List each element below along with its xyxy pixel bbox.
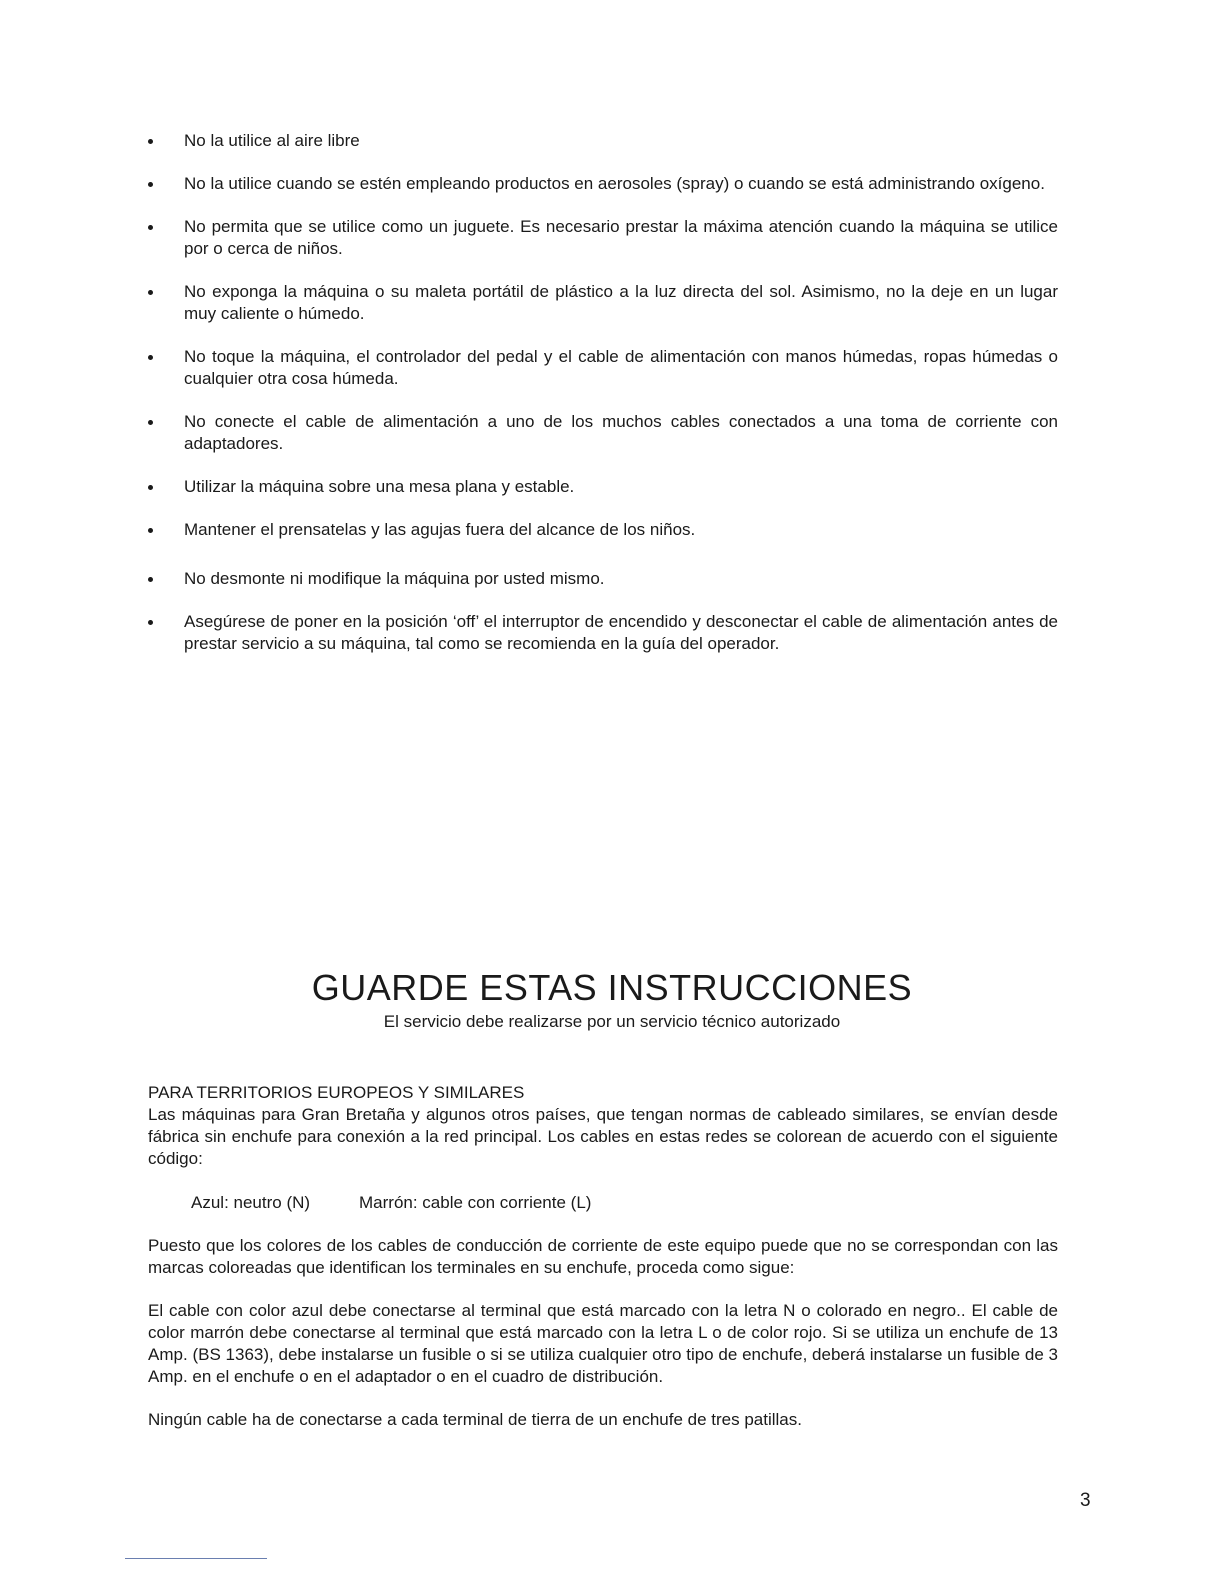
bullet-icon — [148, 182, 153, 187]
bullet-icon — [148, 620, 153, 625]
bullet-icon — [148, 355, 153, 360]
list-item — [148, 611, 1058, 655]
bullet-icon — [148, 290, 153, 295]
intro-paragraph: Las máquinas para Gran Bretaña y algunos otros países, que tengan normas de cableado similares, se envían desde fábrica sin enchufe para conexión a la red principal. Los cables en estas redes se colorean de acuerdo con el siguiente código: — [148, 1105, 1058, 1168]
list-item — [148, 476, 1058, 498]
list-item — [148, 216, 1058, 260]
brown-wire-label: Marrón: cable con corriente (L) — [359, 1193, 592, 1212]
list-item — [148, 346, 1058, 390]
paragraph: El cable con color azul debe conectarse al terminal que está marcado con la letra N o colorado en negro.. El cable de color marrón debe conectarse al terminal que está marcado con la letra L o de color rojo. Si se utiliza un enchufe de 13 Amp. (BS 1363), debe instalarse un fusible o si se utiliza cualquier otro tipo de enchufe, deberá instalarse un fusible de 3 Amp. en el enchufe o en el adaptador o en el cuadro de distribución. — [148, 1301, 1058, 1386]
paragraph: Ningún cable ha de conectarse a cada terminal de tierra de un enchufe de tres patillas. — [148, 1410, 802, 1429]
list-item — [148, 519, 1058, 541]
bullet-icon — [148, 420, 153, 425]
list-item — [148, 568, 1058, 590]
page-subtitle: El servicio debe realizarse por un servicio técnico autorizado — [383, 1012, 841, 1031]
list-item-text: No la utilice al aire libre — [184, 131, 360, 150]
list-item — [148, 173, 1058, 195]
page-title: GUARDE ESTAS INSTRUCCIONES — [311, 967, 913, 1008]
bullet-icon — [148, 577, 153, 582]
paragraph: Puesto que los colores de los cables de conducción de corriente de este equipo puede que no se correspondan con las marcas coloreadas que identifican los terminales en su enchufe, proceda como sigue: — [148, 1236, 1058, 1277]
european-section-intro — [148, 1082, 1058, 1170]
list-item-text: Mantener el prensatelas y las agujas fuera del alcance de los niños. — [184, 520, 696, 539]
footnote-divider — [125, 1558, 267, 1559]
list-item-text: No exponga la máquina o su maleta portátil de plástico a la luz directa del sol. Asimismo, no la deje en un lugar muy caliente o húmedo. — [184, 282, 1058, 323]
list-item — [148, 281, 1058, 325]
blue-wire-label: Azul: neutro (N) — [191, 1193, 311, 1212]
list-item-text: No toque la máquina, el controlador del pedal y el cable de alimentación con manos húmedas, ropas húmedas o cualquier otra cosa húmeda. — [184, 347, 1058, 388]
list-item-text: No la utilice cuando se estén empleando productos en aerosoles (spray) o cuando se está administrando oxígeno. — [184, 174, 1045, 193]
bullet-icon — [148, 139, 153, 144]
list-item — [148, 130, 1058, 152]
safety-bullet-list — [148, 130, 1058, 676]
page-number: 3 — [1080, 1490, 1091, 1511]
bullet-icon — [148, 528, 153, 533]
list-item-text: Asegúrese de poner en la posición ‘off’ el interruptor de encendido y desconectar el cable de alimentación antes de prestar servicio a su máquina, tal como se recomienda en la guía del operador. — [184, 612, 1058, 653]
wire-color-code — [191, 1192, 591, 1214]
list-item — [148, 411, 1058, 455]
list-item-text: No desmonte ni modifique la máquina por usted mismo. — [184, 569, 605, 588]
bullet-icon — [148, 225, 153, 230]
bullet-icon — [148, 485, 153, 490]
list-item-text: No conecte el cable de alimentación a uno de los muchos cables conectados a una toma de corriente con adaptadores. — [184, 412, 1058, 453]
section-title: PARA TERRITORIOS EUROPEOS Y SIMILARES — [148, 1083, 525, 1102]
list-item-text: Utilizar la máquina sobre una mesa plana y estable. — [184, 477, 575, 496]
list-item-text: No permita que se utilice como un juguete. Es necesario prestar la máxima atención cuando la máquina se utilice por o cerca de niños. — [184, 217, 1058, 258]
